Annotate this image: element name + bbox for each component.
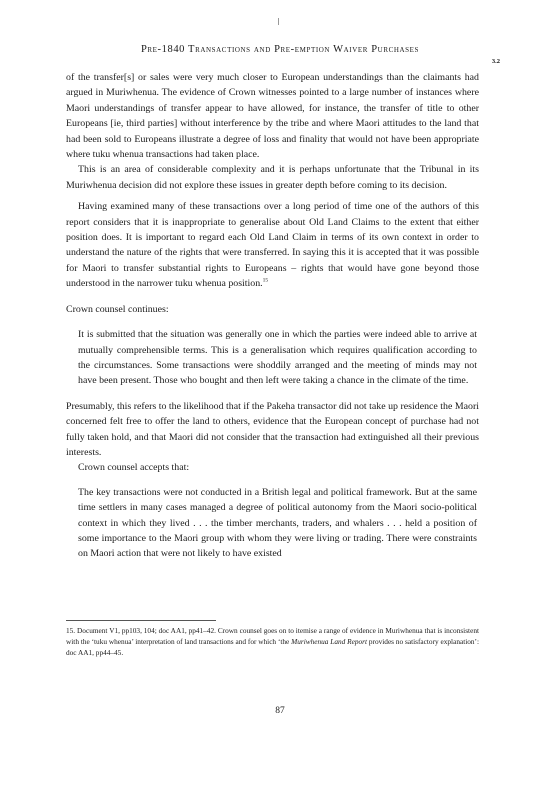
footnote-text-b: provides no satisfactory explanation’: doc AA1, pp44–45. bbox=[66, 637, 480, 658]
block-quote-1: It is submitted that the situation was generally one in which the parties were indeed able to arrive at mutually comprehensible terms. This is a generalisation which requires qualification according to the circumstances. Some transactions were shoddily arranged and the meeting of minds may not have been present. Those who bought and then left were taking a chance in the climate of the time. bbox=[78, 329, 477, 387]
footnote bbox=[66, 625, 479, 659]
paragraph-2: This is an area of considerable complexity and it is perhaps unfortunate that the Tribunal in its Muriwhenua decision did not explore these issues in greater depth before coming to its decision. bbox=[66, 164, 479, 191]
body-text bbox=[66, 70, 479, 562]
footnote-italic-title: Muriwhenua Land Report bbox=[291, 637, 368, 647]
paragraph-1: of the transfer[s] or sales were very much closer to European understandings than the claimants had argued in Muriwhenua. The evidence of Crown witnesses pointed to a large number of instances where Maori understandings of transfer appear to have allowed, for instance, the transfer of title to other Europeans [ie, third parties] without interference by the tribe and where Maori attitudes to the land that had been sold to Europeans illustrate a degree of loss and finality that would not have been appropriate where tuku whenua transactions had taken place. bbox=[66, 72, 479, 161]
paragraph-3 bbox=[66, 199, 479, 291]
block-quote-2: The key transactions were not conducted in a British legal and political framework. But at the same time settlers in many cases managed a degree of political autonomy from the Maori socio-political context in which they lived . . . the timber merchants, traders, and whalers . . . held a position of some importance to the Maori group with whom they were living or trading. There were constraints on Maori action that were not likely to have existed bbox=[78, 486, 477, 560]
section-number: 3.2 bbox=[491, 58, 500, 65]
footnote-rule bbox=[66, 620, 216, 621]
paragraph-6: Crown counsel accepts that: bbox=[78, 462, 190, 474]
page-number: 87 bbox=[275, 706, 285, 716]
paragraph-3-text: Having examined many of these transactions over a long period of time one of the authors of this report considers that it is inappropriate to generalise about Old Land Claims to the extent that either position does. It is important to regard each Old Land Claim in terms of its own context in order to understand the nature of the rights that were transferred. In saying this it is accepted that it was possible for Maori to transfer substantial rights to Europeans – rights that would have gone beyond those understood in the narrower tuku whenua position. bbox=[66, 201, 479, 290]
footnote-ref: 15 bbox=[262, 277, 269, 284]
paragraph-4: Crown counsel continues: bbox=[66, 303, 169, 315]
paragraph-5: Presumably, this refers to the likelihood that if the Pakeha transactor did not take up residence the Maori concerned felt free to offer the land to others, evidence that the European concept of purchase had not fully taken hold, and that Maori did not consider that the transaction had extinguished all their previous interests. bbox=[66, 400, 479, 458]
footnote-text-a: Document V1, pp103, 104; doc AA1, pp41–42. Crown counsel goes on to itemise a range of evidence in Muriwhenua that is inconsistent with the ‘tuku whenua’ interpretation of land transactions and for which ‘the bbox=[66, 626, 479, 647]
footnote-number: 15. bbox=[66, 626, 76, 635]
crop-mark bbox=[278, 18, 279, 25]
running-head: Pre-1840 Transactions and Pre-emption Waiver Purchases bbox=[140, 44, 420, 55]
